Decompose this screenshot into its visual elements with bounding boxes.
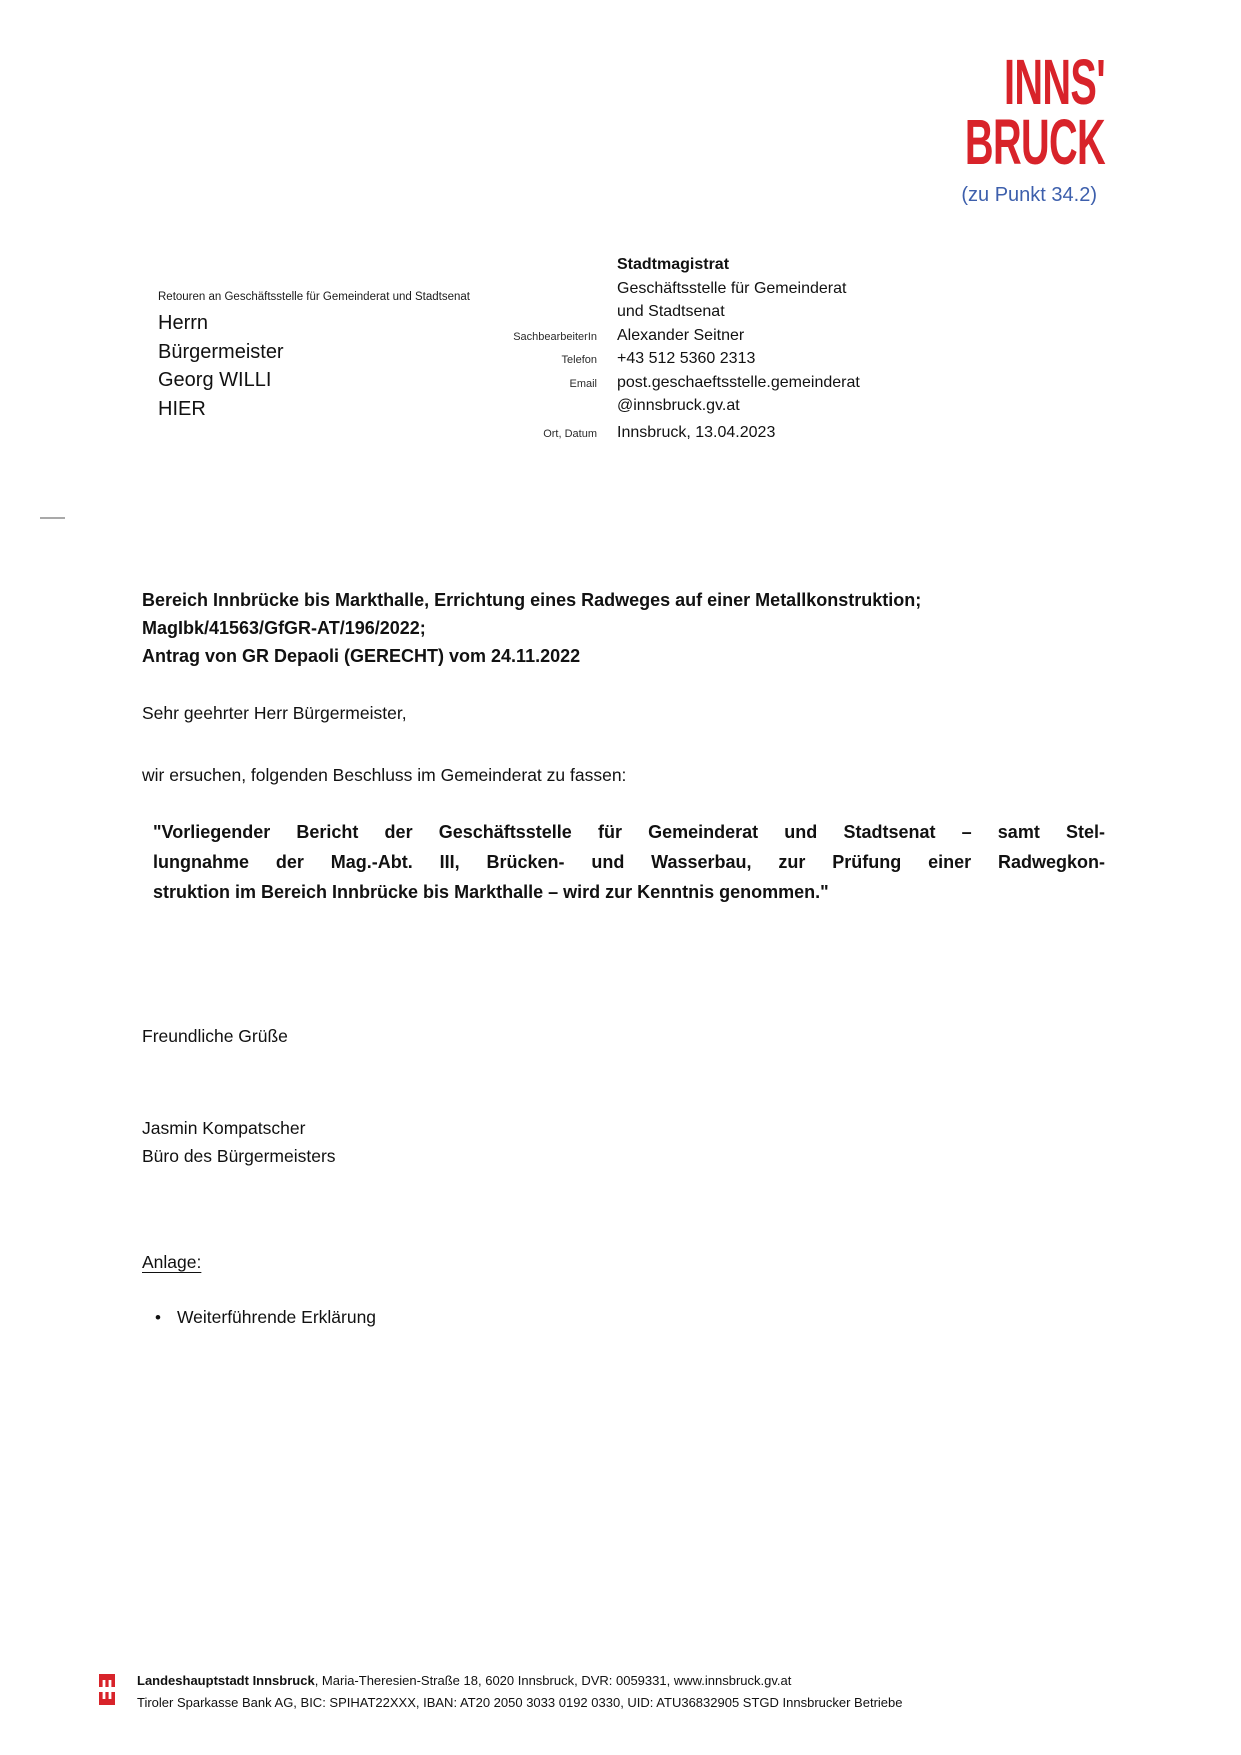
logo-line-2: BRUCK — [964, 106, 1105, 178]
sender-org-row-3 — [480, 303, 860, 327]
recipient-address-block — [158, 309, 284, 423]
subject-reference-number: MagIbk/41563/GfGR-AT/196/2022; — [142, 618, 426, 638]
footer-line-1 — [137, 1670, 902, 1692]
footer-city-name: Landeshauptstadt Innsbruck — [137, 1673, 315, 1688]
footer-line-1-rest: , Maria-Theresien-Straße 18, 6020 Innsbruck, DVR: 0059331, www.innsbruck.gv.at — [314, 1673, 792, 1688]
sender-org-line3: und Stadtsenat — [617, 303, 725, 320]
signature-name: Jasmin Kompatscher — [142, 1118, 306, 1138]
logo-line-1: INNS' — [1003, 46, 1105, 118]
signature-role: Büro des Bürgermeisters — [142, 1146, 336, 1166]
return-address-note: Retouren an Geschäftsstelle für Gemeinderat und Stadtsenat — [158, 291, 470, 303]
sender-org-name: Stadtmagistrat — [617, 256, 730, 273]
clerk-label: SachbearbeiterIn — [513, 330, 597, 343]
subject-line-3: Antrag von GR Depaoli (GERECHT) vom 24.11.2022 — [142, 646, 581, 666]
attachments-heading: Anlage: — [142, 1252, 202, 1272]
intro-sentence: wir ersuchen, folgenden Beschluss im Gemeinderat zu fassen: — [142, 765, 627, 785]
phone-label: Telefon — [561, 354, 597, 366]
email-label: Email — [569, 377, 597, 390]
signature-block — [142, 1114, 336, 1170]
sender-email-row — [480, 374, 860, 398]
bullet-icon: • — [155, 1308, 161, 1327]
innsbruck-coat-of-arms-icon — [99, 1674, 115, 1710]
attachment-list-item — [155, 1307, 376, 1328]
clerk-name: Alexander Seitner — [617, 326, 745, 344]
recipient-name: Georg WILLI — [158, 369, 272, 391]
sender-org-row-2 — [480, 280, 860, 304]
email-address-line2: @innsbruck.gv.at — [617, 397, 740, 414]
sender-org-row — [480, 256, 860, 280]
phone-number: +43 512 5360 2313 — [617, 350, 756, 367]
agenda-point-note: (zu Punkt 34.2) — [961, 184, 1097, 206]
date-label: Ort, Datum — [543, 427, 597, 440]
email-address-line1: post.geschaeftsstelle.gemeinderat — [617, 373, 860, 391]
resolution-quote — [153, 817, 1105, 907]
subject-block — [142, 586, 921, 670]
footer-line-2: Tiroler Sparkasse Bank AG, BIC: SPIHAT22XXX, IBAN: AT20 2050 3033 0192 0330, UID: ATU36832905 STGD Innsbrucker Betriebe — [137, 1694, 903, 1710]
closing-phrase: Freundliche Grüße — [142, 1026, 288, 1046]
sender-clerk-row — [480, 327, 860, 351]
recipient-title: Bürgermeister — [158, 340, 284, 363]
innsbruck-logo — [964, 46, 1105, 178]
attachment-item-label: Weiterführende Erklärung — [176, 1307, 377, 1327]
recipient-city: HIER — [158, 397, 206, 420]
footer-block — [137, 1670, 902, 1713]
sender-phone-row — [480, 350, 860, 374]
subject-line-1: Bereich Innbrücke bis Markthalle, Errichtung eines Radweges auf einer Metallkonstruktion; — [142, 590, 922, 610]
fold-mark — [40, 517, 65, 519]
resolution-line-3: struktion im Bereich Innbrücke bis Markthalle – wird zur Kenntnis genommen." — [153, 882, 829, 902]
sender-email-row-2 — [480, 397, 860, 421]
resolution-line-2: lungnahme der Mag.-Abt. III, Brücken- und Wasserbau, zur Prüfung einer Radwegkon- — [153, 852, 1105, 872]
sender-info-block — [480, 256, 860, 447]
place-and-date: Innsbruck, 13.04.2023 — [617, 423, 776, 441]
sender-org-line2: Geschäftsstelle für Gemeinderat — [617, 279, 847, 297]
salutation: Sehr geehrter Herr Bürgermeister, — [142, 703, 407, 723]
sender-date-row — [480, 424, 860, 448]
recipient-salutation: Herrn — [158, 312, 209, 334]
resolution-line-1: "Vorliegender Bericht der Geschäftsstelle für Gemeinderat und Stadtsenat – samt Stel- — [153, 822, 1105, 842]
